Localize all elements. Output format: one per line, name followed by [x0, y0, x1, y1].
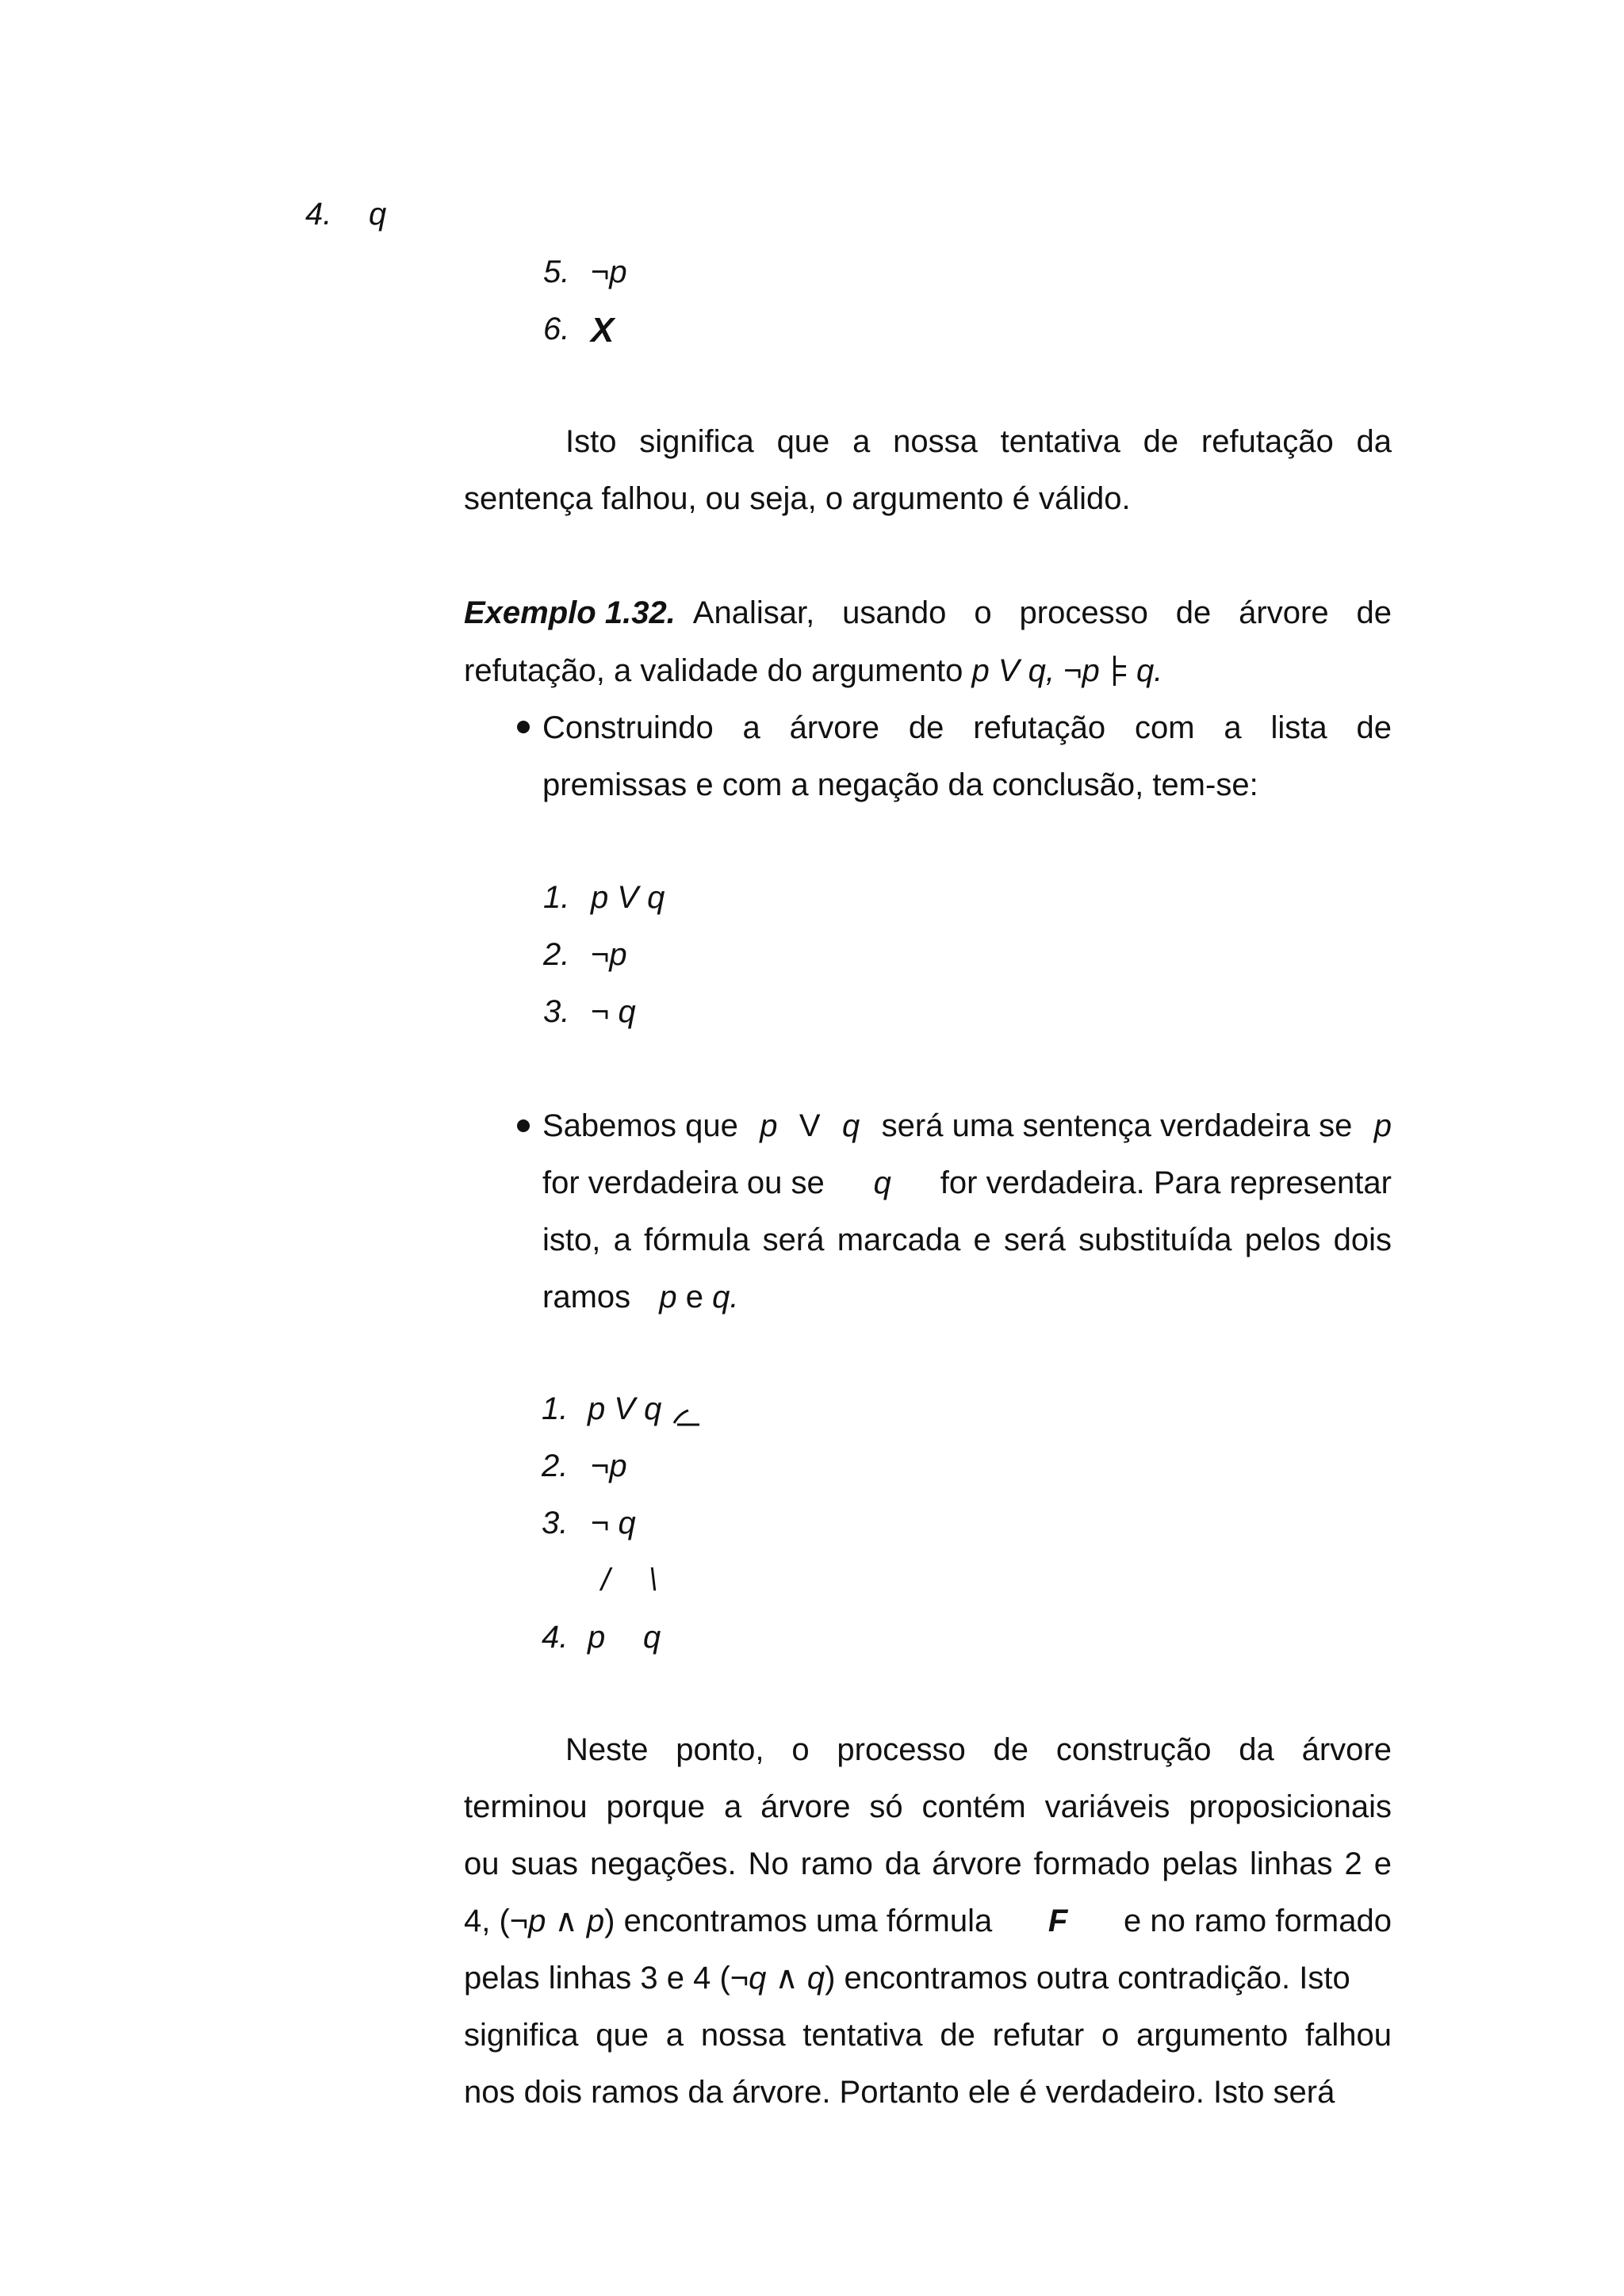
- example-line: [464, 654, 1162, 687]
- tree-formula: ¬p: [591, 254, 627, 289]
- bullet-text: for verdadeira ou se: [542, 1165, 825, 1200]
- bullet-operator: V: [799, 1108, 821, 1143]
- bullet-icon: [517, 1119, 530, 1132]
- bullet-line: premissas e com a negação da conclusão, tem-se:: [542, 767, 1258, 802]
- tree-formula: p V q: [591, 880, 665, 915]
- tree-line-number: 6.: [543, 312, 570, 346]
- argument-conclusion: q.: [1136, 653, 1163, 688]
- paragraph-line: [464, 1905, 1392, 1937]
- example-text: refutação, a validade do argumento: [464, 653, 963, 688]
- paragraph-line: terminou porque a árvore só contém variáveis proposicionais: [464, 1789, 1392, 1824]
- tree-line-number: 1.: [543, 880, 570, 915]
- tree-leaf-left: p: [588, 1620, 606, 1655]
- paragraph-text: 4, (: [464, 1904, 510, 1938]
- tree-leaf-right: q: [643, 1620, 661, 1655]
- bullet-variable: q: [842, 1108, 860, 1143]
- bullet-variable: q: [873, 1165, 891, 1200]
- tree-line-number: 2.: [542, 1448, 569, 1483]
- tree-line-number: 2.: [543, 937, 570, 972]
- example-text: Analisar, usando o processo de árvore de: [692, 595, 1392, 630]
- bullet-variable: q.: [712, 1280, 739, 1314]
- tree-line-number: 5.: [543, 254, 570, 289]
- paragraph-text: ) encontramos uma fórmula: [604, 1904, 993, 1938]
- tree-formula: p V q: [588, 1391, 662, 1426]
- paragraph-line: [464, 1962, 1350, 1994]
- bullet-line: [542, 1167, 1392, 1199]
- paragraph-formula: ¬p ∧ p: [509, 1904, 605, 1938]
- paragraph-text: ) encontramos outra contradição. Isto: [825, 1961, 1350, 1996]
- bullet-text: será uma sentença verdadeira se: [881, 1108, 1353, 1143]
- example-line: [464, 597, 1392, 629]
- paragraph-text: pelas linhas 3 e 4 (: [464, 1961, 730, 1996]
- bullet-text: Sabemos que: [542, 1108, 738, 1143]
- bullet-text: e: [685, 1280, 704, 1314]
- argument-formula: p V q, ¬p: [971, 653, 1100, 688]
- tree-formula: q: [369, 197, 387, 232]
- bullet-text: for verdadeira. Para representar: [940, 1165, 1392, 1200]
- bullet-line: [542, 1110, 1392, 1142]
- tree-formula: ¬p: [591, 937, 627, 972]
- paragraph-line: sentença falhou, ou seja, o argumento é válido.: [464, 481, 1131, 516]
- example-label: Exemplo 1.32.: [464, 595, 676, 630]
- paragraph-formula: ¬q ∧ q: [730, 1961, 825, 1996]
- tree-formula: ¬ q: [591, 1506, 636, 1540]
- tree-formula: ¬ q: [591, 994, 636, 1029]
- contradiction-mark: X: [591, 311, 615, 350]
- check-mark-icon: [672, 1402, 701, 1433]
- paragraph-formula-false: F: [1048, 1904, 1068, 1938]
- paragraph-line: Neste ponto, o processo de construção da árvore: [565, 1732, 1392, 1767]
- bullet-icon: [517, 721, 530, 733]
- paragraph-line: nos dois ramos da árvore. Portanto ele é verdadeiro. Isto será: [464, 2075, 1335, 2110]
- bullet-line: isto, a fórmula será marcada e será substituída pelos dois: [542, 1223, 1392, 1257]
- paragraph-line: significa que a nossa tentativa de refutar o argumento falhou: [464, 2018, 1392, 2053]
- bullet-line: [542, 1281, 739, 1313]
- paragraph-text: e no ramo formado: [1124, 1904, 1392, 1938]
- tree-line-number: 3.: [542, 1506, 569, 1540]
- semantic-consequence-icon: [1109, 654, 1128, 686]
- bullet-variable: p: [659, 1280, 677, 1314]
- bullet-variable: p: [1373, 1108, 1392, 1143]
- bullet-variable: p: [760, 1108, 778, 1143]
- paragraph-line: ou suas negações. No ramo da árvore formado pelas linhas 2 e: [464, 1846, 1392, 1881]
- tree-line-number: 3.: [543, 994, 570, 1029]
- bullet-text: ramos: [542, 1280, 631, 1314]
- tree-formula: ¬p: [591, 1448, 627, 1483]
- tree-branch-right: \: [649, 1563, 658, 1598]
- tree-line-number: 4.: [542, 1620, 569, 1655]
- tree-line-number: 1.: [542, 1391, 569, 1426]
- paragraph-line: Isto significa que a nossa tentativa de refutação da: [565, 424, 1392, 459]
- tree-line-number: 4.: [305, 197, 332, 232]
- tree-branch-left: /: [601, 1563, 611, 1598]
- bullet-line: Construindo a árvore de refutação com a lista de: [542, 710, 1392, 745]
